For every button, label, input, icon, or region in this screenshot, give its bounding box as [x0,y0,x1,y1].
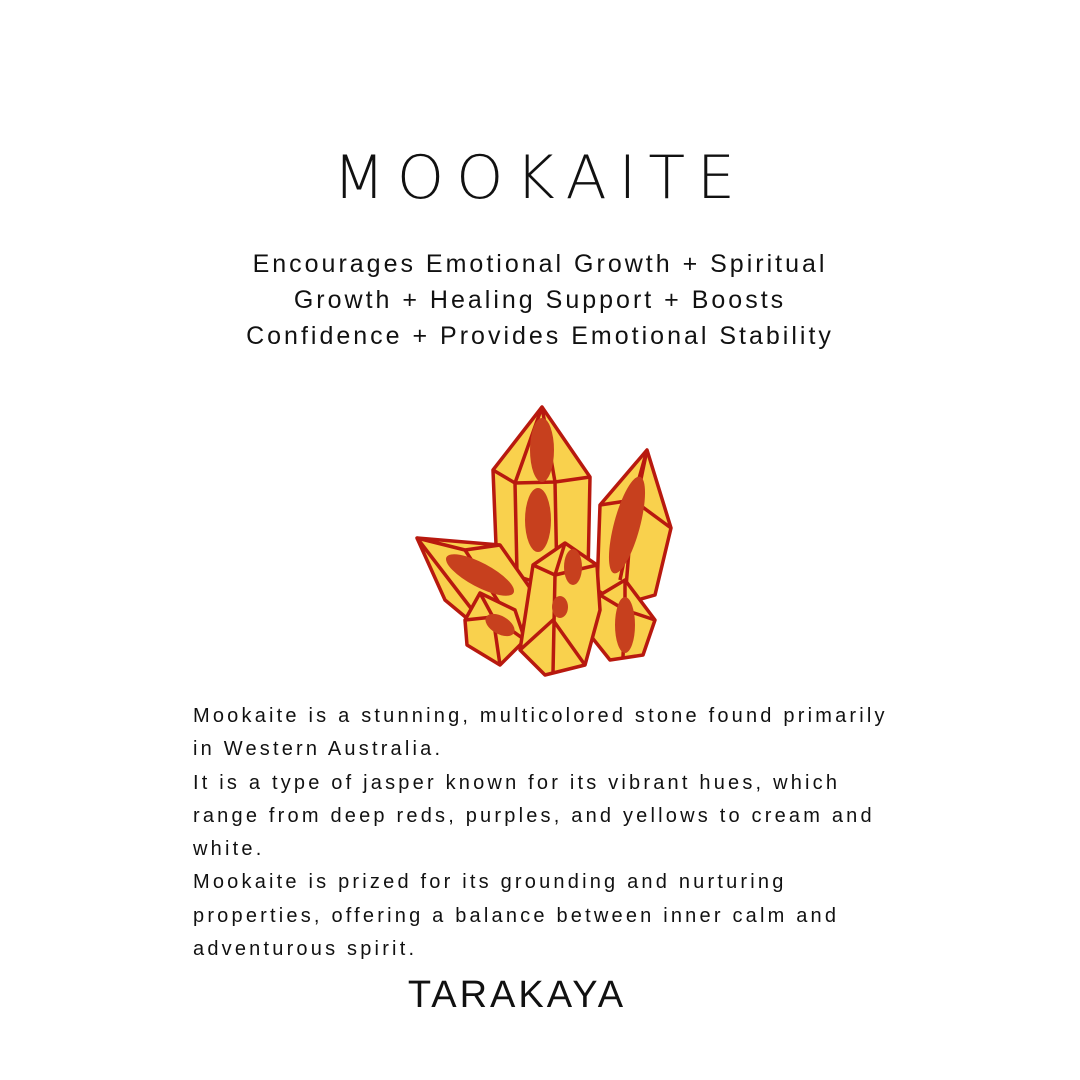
benefits-subtitle [200,246,880,354]
description-line: range from deep reds, purples, and yellows to cream and [193,804,875,827]
brand-name [0,974,1080,1017]
brand-label: TARAKAYA [407,974,627,1016]
page-title: MOOKAITE [333,143,747,213]
description-line: white. [193,838,265,861]
subtitle-line: Encourages Emotional Growth + Spiritual [252,250,828,278]
description-line: properties, offering a balance between inner calm and [193,904,840,927]
crystal-cluster-icon [405,395,685,685]
description [193,700,953,966]
description-line: Mookaite is prized for its grounding and nurturing [193,871,787,894]
subtitle-line: Confidence + Provides Emotional Stability [246,322,834,350]
subtitle-line: Growth + Healing Support + Boosts [293,286,787,314]
description-line: It is a type of jasper known for its vibrant hues, which [193,771,841,794]
description-line: Mookaite is a stunning, multicolored stone found primarily [193,705,888,727]
description-line: in Western Australia. [193,738,444,761]
description-line: adventurous spirit. [193,938,418,961]
